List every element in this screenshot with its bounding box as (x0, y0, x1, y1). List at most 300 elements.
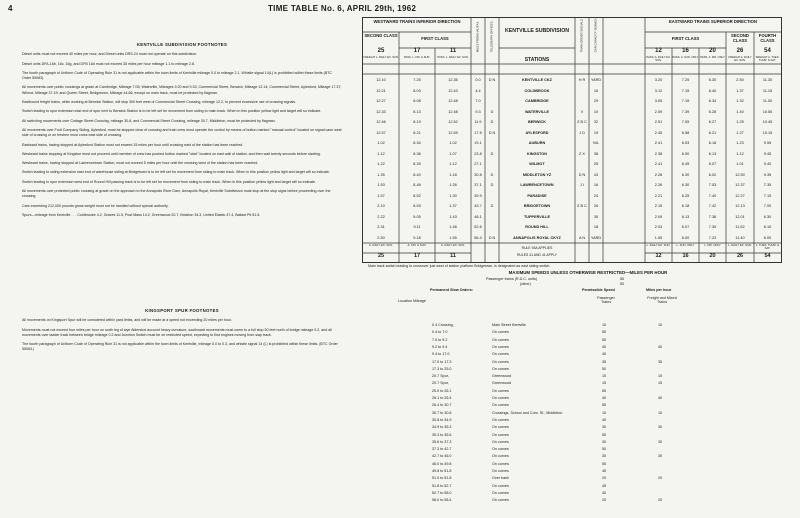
speed-row (396, 498, 780, 504)
eastward-title: EASTWARD TRAINS SUPERIOR DIRECTION (669, 19, 757, 24)
speed-row (396, 462, 780, 468)
east-time: 6.30 (681, 183, 690, 187)
east-footer-train: 16 (682, 253, 689, 259)
east-footer-type: L. SUN. ONLY (676, 243, 695, 247)
west-time: 12.48 (448, 109, 458, 114)
train-order-signal: Z B C (577, 204, 587, 208)
station-name: CAMBRIDGE (525, 99, 549, 103)
passenger-speed: 45 (602, 469, 607, 473)
kentville-footnotes (22, 42, 342, 222)
speed-row (396, 389, 780, 395)
passenger-speed: 40 (602, 396, 607, 400)
east-train-number: 26 (736, 48, 744, 54)
speed-row (396, 440, 780, 446)
east-time: 2.09 (654, 214, 663, 219)
footnote-paragraph: Spurs—mileage from Kentville . . . Coldbrooke 4.2, Graves 11.5, Post Mass 14.2, Greenwood 20.7, Brickton 34.3, United Elastic 47.4, Ballast Pit 51.5. (22, 212, 261, 217)
east-time: 1.23 (736, 141, 744, 145)
east-time: 9.40 (763, 162, 772, 166)
speed-description: On curves (492, 439, 509, 444)
mileage: 17.5 (474, 130, 482, 135)
east-time: 6.13 (681, 214, 690, 219)
station-name: KINGSTON (527, 151, 547, 156)
east-time: 6.07 (681, 225, 690, 229)
speed-description: On curves (492, 352, 509, 357)
west-time: 2.50 (377, 235, 385, 240)
speed-description: On curves (492, 337, 509, 342)
station-name: TUPPERVILLE (523, 214, 551, 219)
east-time: 10.55 (762, 109, 773, 114)
footnote-paragraph: Westward trains stopping at Kingston must not proceed until member of crew has pushed button marked "start" located on east wall of station, and then wait twenty seconds before starting. (22, 151, 321, 156)
east-time: 7.42 (708, 204, 717, 208)
telegraph-office: D (490, 204, 494, 208)
siding-capacity: 16 (593, 183, 599, 187)
west-time: 9.05 (413, 214, 421, 219)
east-time: 7.53 (708, 183, 717, 187)
speed-location: 26.1 to 26.4 (432, 396, 452, 400)
speed-row (396, 367, 780, 373)
east-time: 7.23 (708, 235, 717, 240)
speed-description: On curves (492, 461, 509, 466)
west-time: 7.25 (413, 78, 421, 82)
footnote-paragraph: All movements over public crossings at grade at Cambridge, Mileage 7.05; Waterville, Mileages 9.20 and 9.33; Commercial Street, Berwick, Mileage 12.14; Commercial Street, Aylesford, Mileage 17.37; Wilmot, Mileage 37.19; and Queen Street, Bridgetown, Mileage 44.66; except on main track, must be protected by flagman. (22, 85, 342, 95)
east-time: 1.40 (736, 109, 744, 114)
west-time: 12.59 (448, 130, 458, 135)
station-row (363, 86, 781, 97)
east-time: 2.03 (654, 225, 663, 229)
mileage: 11.9 (474, 120, 482, 124)
east-footer-train: 54 (764, 253, 771, 259)
east-time: 12.13 (735, 204, 745, 208)
siding-capacity: 30 (593, 214, 599, 219)
speed-location: 30.8 to 34.9 (432, 417, 452, 422)
east-time: 2.50 (736, 78, 744, 82)
station-row (363, 170, 781, 181)
east-time: 7.35 (763, 183, 772, 187)
west-time: 1.43 (449, 214, 457, 219)
east-time: 2.38 (654, 151, 663, 156)
east-time: 7.05 (681, 120, 690, 124)
passenger-speed: 15 (602, 381, 607, 386)
station-name: WATERVILLE (524, 109, 550, 114)
west-time: 1.18 (449, 172, 457, 177)
east-time: 1.27 (736, 130, 744, 135)
west-time: 1.02 (449, 141, 457, 145)
station-name: AYLESFORD (525, 130, 549, 135)
east-time: 7.36 (708, 214, 717, 219)
west-time: 1.12 (449, 162, 457, 166)
west-time: 8.53 (413, 204, 421, 208)
speed-location: 20.7 Spur, (432, 374, 449, 379)
west-train-number: 25 (377, 48, 385, 54)
train-order-signal: J I (579, 183, 584, 187)
speed-row (396, 396, 780, 402)
passenger-speed: 50 (602, 447, 607, 452)
west-time: 1.37 (449, 204, 457, 208)
speed-row (396, 403, 780, 409)
west-time: 2.22 (377, 214, 385, 219)
siding-capacity: 19 (593, 130, 599, 135)
west-time: 1.30 (449, 193, 457, 198)
west-footer-train: 25 (377, 253, 385, 259)
page-header (8, 4, 792, 16)
passenger-speed: 50 (602, 366, 607, 371)
speed-row (396, 330, 780, 336)
siding-capacity: 32 (593, 120, 599, 124)
train-order-signal: A N (578, 235, 586, 240)
east-time: 11.52 (735, 225, 745, 229)
passenger-speed-other: 50 (620, 282, 625, 286)
mileage: 39.9 (474, 193, 482, 198)
west-time: 8.21 (413, 130, 421, 135)
west-time: 8.36 (413, 151, 421, 156)
east-train-number: 54 (764, 48, 771, 54)
train-order-signal: V (580, 109, 584, 114)
west-time: 12.35 (448, 78, 458, 82)
west-time: 1.35 (377, 172, 385, 177)
east-time: 1.37 (736, 88, 744, 93)
speed-description: On curves (492, 447, 509, 452)
speed-row (396, 454, 780, 460)
east-time: 11.15 (762, 88, 773, 93)
telegraph-office: D N (488, 78, 496, 82)
station-row (363, 149, 781, 160)
passenger-speed: 40 (602, 417, 607, 422)
east-time: 2.26 (654, 183, 663, 187)
speed-row (396, 360, 780, 366)
speed-description: On curves (492, 469, 509, 473)
kentville-footnotes-title: KENTVILLE SUBDIVISION FOOTNOTES (136, 42, 228, 47)
speed-description: Crossings, School and Com. St., Middleton (492, 410, 563, 415)
siding-capacity: 25 (593, 162, 599, 166)
mileage: 48.1 (474, 214, 482, 219)
east-time: 7.39 (681, 109, 690, 114)
east-fourth-class: FOURTH CLASS (758, 33, 777, 43)
west-time: 8.52 (413, 193, 421, 198)
west-time: 8.19 (413, 120, 421, 124)
page-title: TIME TABLE No. 6, APRIL 29th, 1962 (268, 4, 417, 13)
east-time: 6.00 (681, 235, 690, 240)
east-time: 10.45 (762, 120, 773, 124)
train-order-label: TRAIN ORDER SIGNALS (579, 19, 584, 53)
east-time: 2.21 (654, 193, 663, 198)
speed-description: On curves (492, 425, 509, 430)
train-order-signal: Z X (579, 151, 585, 156)
east-time: 6.34 (708, 99, 717, 103)
speed-row (396, 411, 780, 417)
west-time: 12.27 (376, 99, 386, 103)
rule-note: RULE 93A APPLIES (521, 246, 553, 250)
west-time: 8.48 (413, 183, 421, 187)
miles-label: MILES FROM HALIFAX (475, 21, 480, 53)
speed-location: 58.0 to 58.4 (432, 498, 452, 503)
freight-speed: 35 (658, 359, 663, 364)
timetable (362, 17, 782, 263)
west-time: 1.26 (449, 183, 457, 187)
west-train-type: PASS. L. FRI. & SUN. (403, 56, 431, 59)
passenger-label: Passenger trains (R.D.C. units) (486, 277, 538, 281)
east-time: 7.40 (708, 193, 717, 198)
footnote-paragraph: Switch leading to spur extension west end of Round Hill passing track is to be left set for movement from siding to main track. When in this position yellow light and target will so indicate. (22, 179, 317, 184)
speed-location: 35.3 to 35.6 (432, 432, 452, 437)
station-name: PARADISE (527, 193, 547, 198)
speed-description: Over bank (492, 476, 510, 481)
rule-note: RULES 41 AND 41 APPLY (516, 253, 558, 257)
east-time: 7.15 (763, 193, 772, 198)
speed-row (396, 469, 780, 475)
east-footer-type: L. DAILY EX. SUN. (646, 243, 671, 247)
permissible-label: Permissible Speed (582, 288, 615, 292)
speed-description: Greenwood (492, 381, 512, 386)
station-name: MIDDLETON YZ (522, 172, 552, 177)
east-time: 9.45 (763, 151, 772, 156)
station-row (363, 159, 781, 170)
east-time: 3.12 (654, 88, 663, 93)
speed-location: 7.0 to 9.2 (432, 337, 448, 342)
east-time: 6.50 (681, 151, 690, 156)
freight-speed: 15 (658, 381, 663, 386)
west-time: 12.43 (448, 88, 458, 93)
station-name: BRIDGETOWN (523, 204, 551, 208)
station-name: ANNAPOLIS ROYAL CKYZ (513, 235, 561, 240)
siding-capacity: YARD (590, 78, 602, 82)
siding-capacity: 29 (593, 99, 599, 103)
kingsport-footnotes-title: KINGSPORT SPUR FOOTNOTES (145, 308, 219, 313)
west-time: 1.48 (449, 225, 457, 229)
east-time: 6.40 (708, 88, 717, 93)
east-time: 6.30 (708, 78, 717, 82)
station-name: LAWRENCETOWN (520, 183, 554, 187)
freight-col-label: Freight and Mixed Trains (647, 296, 677, 304)
passenger-speed: 55 (602, 388, 607, 393)
west-time: 12.57 (376, 130, 386, 135)
location-label: Location Mileage (398, 299, 426, 303)
east-train-type: FREIGHT A. TUES. THUR. & SAT. (755, 56, 780, 62)
east-time: 1.12 (736, 151, 744, 156)
bridgetown-note: Main track switch leading to crossover just west of station platform Bridgetown, is designated as east siding switch. (368, 264, 551, 268)
east-footer-train: 12 (655, 253, 662, 259)
footnote-paragraph: Diesel units must not exceed 40 miles per hour, and Diesel units DRS-24 must not operate on this subdivision. (22, 52, 198, 57)
speed-location: 52.7 to 58.0 (432, 490, 452, 495)
telegraph-label: TELEGRAPH OFFICES (489, 21, 494, 53)
freight-speed: 30 (658, 425, 663, 430)
speed-description: On curves (492, 483, 509, 488)
east-time: 2.45 (654, 130, 663, 135)
passenger-speed: 50 (602, 432, 607, 437)
speed-description: On curves (492, 359, 509, 364)
east-time: 6.13 (708, 151, 717, 156)
speed-row (396, 476, 780, 482)
east-time: 6.25 (681, 193, 690, 198)
west-time: 8.34 (413, 141, 421, 145)
east-time: 6.18 (708, 141, 717, 145)
east-time: 1.32 (736, 99, 744, 103)
east-time: 1.01 (736, 162, 744, 166)
east-footer-train: 26 (736, 253, 744, 259)
station-row (363, 212, 781, 223)
kingsport-footnotes (22, 308, 342, 357)
east-time: 6.58 (681, 130, 690, 135)
speed-row (396, 418, 780, 424)
speed-description: On curves (492, 344, 509, 349)
east-time: 6.30 (763, 214, 772, 219)
east-time: 6.18 (681, 204, 690, 208)
passenger-speed: 20 (602, 476, 607, 481)
west-train-type: FREIGHT L. DAILY EX. SUN. (363, 56, 399, 59)
east-time: 3.05 (654, 99, 663, 103)
east-time: 6.27 (708, 120, 717, 124)
freight-speed: 10 (658, 323, 663, 327)
speed-row (396, 323, 780, 329)
speed-row (396, 425, 780, 431)
east-time: 12.27 (735, 193, 745, 198)
station-row (363, 128, 781, 139)
east-time: 1.55 (654, 235, 663, 240)
speed-description: On curves (492, 490, 509, 495)
speed-description: On curves (492, 498, 509, 503)
east-time: 6.02 (708, 172, 717, 177)
siding-capacity: 43 (593, 172, 599, 177)
speed-location: 20.7 Spur, (432, 381, 449, 386)
west-time: 8.08 (413, 99, 421, 103)
west-footer-type: A. FRI. & SUN. (407, 243, 427, 247)
east-time: 11.40 (735, 235, 745, 240)
station-row (363, 75, 781, 86)
west-footer-type: A. DAILY EX. SUN. (441, 243, 465, 247)
station-row (363, 117, 781, 128)
east-first-class: FIRST CLASS (671, 36, 700, 41)
siding-capacity: NIL (593, 141, 599, 145)
siding-capacity: 16 (593, 88, 599, 93)
passenger-speed: 40 (602, 490, 607, 495)
footnote-paragraph: Eastbound freight trains, while working at Berwick Station, will stop 300 feet west of Commercial Street Crossing, mileage 12.2, to prevent excessive use of crossing signals. (22, 100, 297, 105)
west-time: 1.57 (377, 193, 385, 198)
east-footer-type: L. DAILY EX. SUN. (728, 243, 752, 247)
east-time: 2.41 (654, 141, 663, 145)
footnote-paragraph: Eastward trains, having stopped at Aylesford Station must not exceed 15 miles per hour until crossing east of the station has been reached. (22, 142, 244, 147)
station-name: KENTVILLE CKZ (522, 78, 552, 82)
speed-row (396, 433, 780, 439)
station-row (363, 233, 781, 244)
east-time: 6.07 (708, 162, 717, 166)
passenger-speed: 40 (602, 352, 607, 357)
mileage: 0.0 (475, 78, 481, 82)
speed-location: 42.7 to 46.0 (432, 454, 452, 459)
train-order-signal: D N (578, 172, 586, 177)
passenger-speed: 10 (602, 323, 607, 327)
east-train-number: 16 (682, 48, 689, 54)
passenger-speed: 55 (602, 403, 607, 408)
telegraph-office: D (490, 172, 494, 177)
passenger-speed: 10 (602, 410, 607, 415)
east-time: 2.59 (654, 109, 663, 114)
passenger-speed: 50 (602, 337, 607, 342)
freight-speed: 30 (658, 454, 663, 459)
westward-title: WESTWARD TRAINS INFERIOR DIRECTION (373, 19, 461, 24)
speed-location: 35.6 to 37.3 (432, 439, 452, 444)
west-time: 12.48 (448, 99, 458, 103)
mileage: 56.4 (474, 235, 482, 240)
east-train-number: 20 (709, 48, 716, 54)
station-row (363, 107, 781, 118)
train-order-signal: Z B C (577, 120, 587, 124)
east-footer-type: L. TUES. THUR. & SAT. (755, 243, 780, 251)
east-time: 6.00 (763, 235, 772, 240)
telegraph-office: D (490, 120, 494, 124)
station-name: AUBURN (528, 141, 546, 145)
east-train-type: PASS. A. DAILY EX. SUN. (646, 56, 671, 62)
speed-location: 51.0 to 51.8 (432, 476, 452, 481)
west-train-type: PASS. L. DAILY EX. SUN. (437, 56, 469, 59)
speed-row (396, 374, 780, 380)
mileage: 9.3 (475, 109, 481, 114)
west-time: 12.10 (376, 78, 386, 82)
west-time: 2.10 (377, 204, 385, 208)
speed-description: On curves (492, 366, 509, 371)
speed-description: On curves (492, 388, 509, 393)
west-first-class: FIRST CLASS (421, 36, 449, 41)
east-train-type: FREIGHT A. DAILY EX. SUN. (728, 56, 752, 62)
speed-location: 46.0 to 49.8 (432, 461, 452, 466)
other-label: (other) (520, 282, 531, 286)
station-name: WILMOT (529, 162, 545, 166)
west-time: 12.21 (376, 88, 386, 93)
page-number: 4 (8, 4, 13, 13)
speed-description: On curves (492, 403, 509, 408)
footnote-paragraph: Switch leading to spur extension east end of spur next to Berwick Station is to be left set for movement from siding to main track. When in this position yellow light and target will so indicate. (22, 109, 322, 114)
east-time: 10.15 (762, 130, 773, 135)
east-train-type: PASS. A. FRI. ONLY (700, 56, 725, 59)
passenger-col-label: Passenger Trains (597, 296, 615, 304)
speed-row (396, 338, 780, 344)
passenger-speed: 30 (602, 425, 607, 430)
station-row (363, 180, 781, 191)
station-name: COLDBROOK (524, 88, 550, 93)
west-train-number: 11 (449, 48, 457, 54)
east-time: 2.51 (654, 120, 663, 124)
telegraph-office: D (490, 183, 494, 187)
speed-description: On curves (492, 417, 509, 422)
train-order-signal: J D (579, 130, 585, 135)
west-time: 9.18 (413, 235, 421, 240)
telegraph-office: D N (488, 235, 496, 240)
telegraph-office: D (490, 109, 494, 114)
passenger-speed: 40 (602, 344, 607, 349)
east-time: 7.00 (763, 204, 772, 208)
station-name: ROUND HILL (525, 225, 549, 229)
footnote-paragraph: Westward trains, having stopped at Lawrencetown Station, must not exceed 5 miles per hour until the crossing west of the station has been reached. (22, 161, 259, 166)
footnote-paragraph: Diesel units DFA-16b, 16c, 16g, and DFB 16d must not exceed 35 miles per hour mileage 1.1 to mileage 2.8. (22, 61, 195, 66)
speed-row (396, 447, 780, 453)
passenger-speed: 30 (602, 454, 607, 459)
speed-title: MAXIMUM SPEEDS UNLESS OTHERWISE RESTRICTED—MILES PER HOUR (508, 270, 668, 275)
west-time: 8.13 (413, 109, 421, 114)
east-time: 2.28 (654, 172, 663, 177)
train-order-signal: H R (578, 78, 586, 82)
siding-capacity: YARD (590, 235, 602, 240)
mileage: 19.1 (474, 141, 482, 145)
footnote-paragraph: Cars exceeding 212,000 pounds gross weight must not be handled without special authority. (22, 203, 169, 208)
mileage: 27.1 (474, 162, 482, 166)
stations-label: STATIONS (524, 57, 550, 63)
speed-location: 51.8 to 52.7 (432, 483, 452, 488)
speed-location: 9.4 to 17.0 (432, 352, 450, 357)
speed-description: On curves (492, 432, 509, 437)
west-second-class: SECOND CLASS (364, 33, 398, 38)
speed-location: 30.7 to 30.8 (432, 410, 452, 415)
speed-location: 0.4 Crossing, (432, 323, 454, 327)
speed-location: 26.4 to 30.7 (432, 403, 452, 408)
east-time: 6.53 (681, 141, 690, 145)
